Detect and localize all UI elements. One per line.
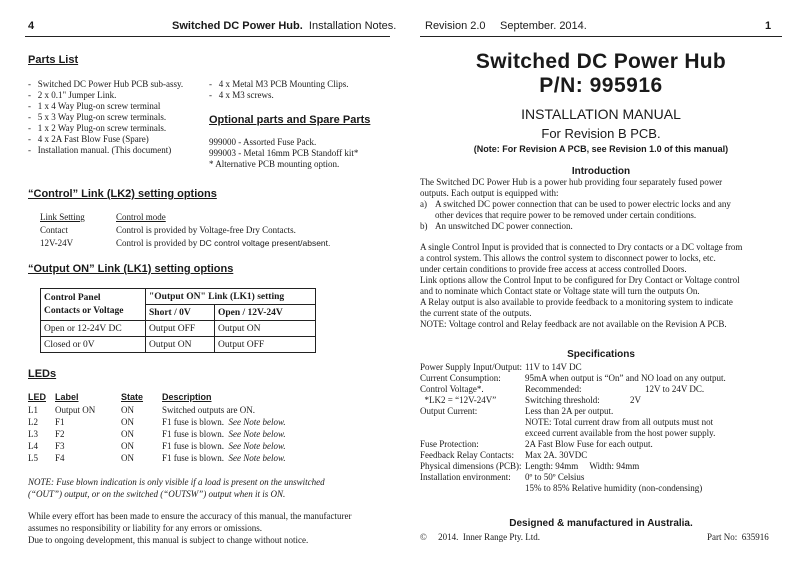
- table-row: Control Voltage*. Recommended: 12V to 24V DC.: [420, 384, 705, 394]
- led-col-label: Label: [55, 392, 79, 402]
- left-header-rule: [25, 36, 390, 37]
- revision-note: (Note: For Revision A PCB, see Revision 1.0 of this manual): [473, 144, 729, 154]
- table-row: Fuse Protection: 2A Fast Blow Fuse for each output.: [420, 439, 653, 449]
- specifications-table: [420, 362, 726, 494]
- table-row: 15% to 85% Relative humidity (non-condensing): [525, 483, 703, 493]
- right-header-rule: [420, 36, 782, 37]
- output-table-sub-open: Open / 12V-24V: [215, 305, 316, 321]
- copyright: © 2014. Inner Range Pty. Ltd.: [420, 532, 540, 542]
- control-col-mode: Control mode: [116, 212, 166, 222]
- disclaimer-line: assumes no responsibility or liability for any errors or omissions.: [28, 523, 262, 533]
- list-item: a) A switched DC power connection that can be used to power electric locks and any: [420, 199, 731, 209]
- table-row: *LK2 = “12V-24V” Switching threshold: 2V: [420, 395, 641, 405]
- led-col-description: Description: [162, 392, 212, 402]
- control-row-setting: 12V-24V: [40, 238, 74, 248]
- control-row-mode: Control is provided by DC control voltage present/absent.: [116, 238, 331, 248]
- right-header-revision: Revision 2.0: [425, 20, 486, 32]
- output-table-sub-short: Short / 0V: [146, 305, 215, 321]
- part-number: Part No: 635916: [707, 532, 769, 542]
- optional-parts-list: [209, 137, 358, 170]
- fuse-note-line1: NOTE: Fuse blown indication is only visible if a load is present on the unswitched: [28, 477, 325, 487]
- specifications-heading: Specifications: [567, 349, 635, 360]
- left-header-subtitle: Installation Notes.: [308, 20, 397, 32]
- list-item: b) An unswitched DC power connection.: [420, 221, 573, 231]
- revision-title: For Revision B PCB.: [541, 126, 661, 141]
- control-row-setting: Contact: [40, 225, 68, 235]
- table-row: Closed or 0V Output ON Output OFF: [41, 337, 316, 353]
- designed-in-australia: Designed & manufactured in Australia.: [509, 518, 693, 529]
- table-row: Current Consumption: 95mA when output is “On” and NO load on any output.: [420, 373, 726, 383]
- part-number-title: P/N: 995916: [539, 74, 663, 97]
- table-row: Open or 12-24V DC Output OFF Output ON: [41, 321, 316, 337]
- optional-part-item: 999003 - Metal 16mm PCB Standoff kit*: [209, 148, 359, 158]
- table-row: Power Supply Input/Output: 11V to 14V DC: [420, 362, 582, 372]
- introduction-heading: Introduction: [571, 166, 631, 177]
- disclaimer-line: Due to ongoing development, this manual is subject to change without notice.: [28, 535, 309, 545]
- parts-item: - Installation manual. (This document): [28, 145, 172, 155]
- optional-part-item: 999000 - Assorted Fuse Pack.: [209, 137, 317, 147]
- product-title: Switched DC Power Hub: [475, 50, 727, 73]
- intro-paragraph: The Switched DC Power Hub is a power hub providing four separately fused power outputs. Each output is equipped with: a) A switched DC power connection that can be used to power electric locks and any other devices that require power to be removed under certain conditions. b) An unswitched DC power connection.: [420, 177, 731, 231]
- table-row: L1 Output ON ON Switched outputs are ON.: [28, 405, 255, 415]
- control-input-paragraph: A single Control Input is provided that is connected to Dry contacts or a DC voltage from a control system. This allows the control system to disconnect power to locks, etc. under certain conditions to provide free access at access controlled Doors. Link options allow the Control Input to be configured for Dry Contact or Voltage control and to nominate which Contact state or Voltage state will turn the outputs On. A Relay output is also available to provide feedback to a monitoring system to indicate the current state of the outputs. NOTE: Voltage control and Relay feedback are not available on the Revision A PCB.: [420, 242, 743, 329]
- table-row: L4 F3 ON F1 fuse is blown. See Note below.: [28, 441, 286, 451]
- output-table-head-link: "Output ON" Link (LK1) setting: [146, 289, 316, 305]
- parts-list-col1: [28, 79, 183, 156]
- table-row: Feedback Relay Contacts: Max 2A. 30VDC: [420, 450, 588, 460]
- parts-item: - 1 x 4 Way Plug-on screw terminal: [28, 101, 161, 111]
- leds-heading: LEDs: [28, 368, 57, 380]
- manual-title: INSTALLATION MANUAL: [521, 106, 681, 122]
- parts-item: - Switched DC Power Hub PCB sub-assy.: [28, 79, 184, 89]
- led-col-led: LED: [28, 392, 46, 402]
- output-link-heading: “Output ON” Link (LK1) setting options: [28, 263, 234, 275]
- right-page-number: 1: [765, 20, 772, 32]
- parts-list-heading: Parts List: [28, 54, 79, 66]
- right-header-date: September. 2014.: [500, 20, 587, 32]
- table-row: NOTE: Total current draw from all outputs must not: [525, 417, 714, 427]
- parts-item: - 1 x 2 Way Plug-on screw terminals.: [28, 123, 167, 133]
- parts-item: - 4 x Metal M3 PCB Mounting Clips.: [209, 79, 349, 89]
- parts-item: - 5 x 3 Way Plug-on screw terminals.: [28, 112, 167, 122]
- parts-item: - 4 x 2A Fast Blow Fuse (Spare): [28, 134, 149, 144]
- parts-item: - 4 x M3 screws.: [209, 90, 274, 100]
- control-col-setting: Link Setting: [40, 212, 85, 222]
- table-row: Physical dimensions (PCB): Length: 94mm Width: 94mm: [420, 461, 640, 471]
- table-row: L2 F1 ON F1 fuse is blown. See Note below.: [28, 417, 286, 427]
- fuse-note-line2: (“OUT”) output, or on the switched (“OUTSW”) output when it is ON.: [28, 489, 286, 499]
- table-row: Output Current: Less than 2A per output.: [420, 406, 614, 416]
- control-link-heading: “Control” Link (LK2) setting options: [28, 188, 217, 200]
- optional-parts-heading: Optional parts and Spare Parts: [209, 114, 371, 126]
- table-row: L5 F4 ON F1 fuse is blown. See Note below.: [28, 453, 286, 463]
- optional-part-note: * Alternative PCB mounting option.: [209, 159, 340, 169]
- output-table-head-panel: Control Panel Contacts or Voltage: [41, 289, 146, 321]
- parts-item: - 2 x 0.1" Jumper Link.: [28, 90, 117, 100]
- disclaimer-line: While every effort has been made to ensure the accuracy of this manual, the manufacturer: [28, 511, 352, 521]
- parts-list-col2: [209, 79, 349, 101]
- list-item: other devices that require power to be removed under certain conditions.: [435, 210, 697, 220]
- table-row: Installation environment: 0º to 50º Celsius: [420, 472, 585, 482]
- control-row-mode: Control is provided by Voltage-free Dry Contacts.: [116, 225, 296, 235]
- output-link-table: [40, 288, 316, 353]
- led-col-state: State: [121, 392, 144, 402]
- left-header-product: Switched DC Power Hub.: [172, 20, 303, 32]
- table-row: exceed current available from the host power supply.: [525, 428, 716, 438]
- left-header-title: [172, 20, 396, 32]
- left-page-number: 4: [28, 20, 35, 32]
- table-row: L3 F2 ON F1 fuse is blown. See Note below.: [28, 429, 286, 439]
